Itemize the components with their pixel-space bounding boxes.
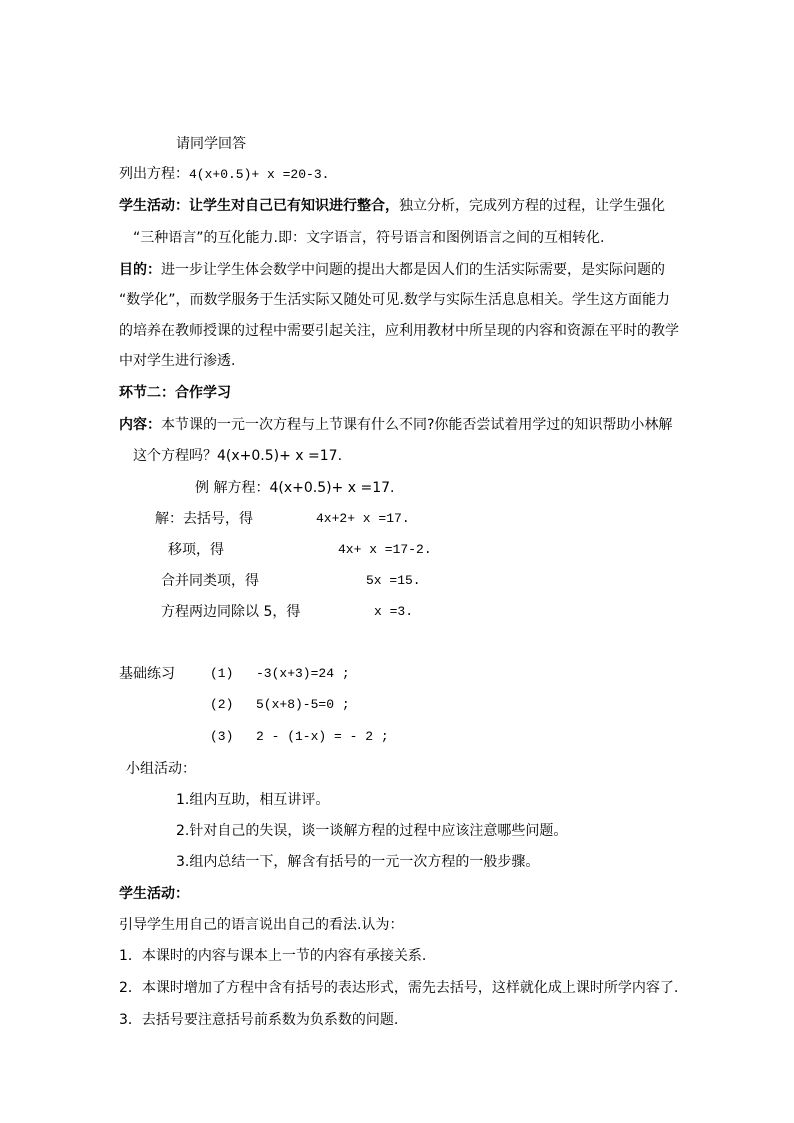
section2-title: 环节二：合作学习 (119, 385, 231, 401)
purpose-line-1 (119, 260, 665, 280)
student-activity-1-bold: 让学生对自己已有知识进行整合， (189, 198, 399, 214)
student-activity-1-text: 独立分析，完成列方程的过程，让学生强化 (399, 198, 665, 214)
basic-practice-label: 基础练习 (119, 666, 175, 682)
purpose-line-4: 中对学生进行渗透. (119, 353, 236, 369)
example-step-2-label: 移项，得 (168, 542, 224, 558)
student-activity-2-point-1: 1．本课时的内容与课本上一节的内容有承接关系. (119, 948, 427, 964)
intro-prompt: 请同学回答 (176, 136, 246, 152)
student-activity-1-text2: “三种语言”的互化能力.即：文字语言，符号语言和图例语言之间的互相转化. (133, 230, 605, 246)
purpose-label: 目的： (119, 262, 161, 278)
group-activity-item-1: 1.组内互助，相互讲评。 (176, 792, 330, 808)
student-activity-1-line (119, 196, 665, 216)
student-activity-2-point-2: 2．本课时增加了方程中含有括号的表达形式，需先去括号，这样就化成上课时所学内容了. (119, 980, 679, 996)
example-step-3-formula: 5x =15. (366, 573, 421, 588)
practice-1-num: (1) (210, 666, 234, 681)
student-activity-1-label: 学生活动： (119, 198, 189, 214)
example-step-1-label: 解：去括号，得 (155, 511, 253, 527)
example-step-1-formula: 4x+2+ x =17. (316, 511, 410, 526)
purpose-line-2: “数学化”，而数学服务于生活实际又随处可见.数学与实际生活息息相关。学生这方面能力 (119, 292, 670, 308)
example-step-2-formula: 4x+ x =17-2. (338, 542, 432, 557)
example-step-3-label: 合并同类项，得 (161, 573, 259, 589)
example-heading: 例 解方程：4(x+0.5)+ x =17. (195, 480, 395, 496)
student-activity-2-intro: 引导学生用自己的语言说出自己的看法.认为： (119, 917, 404, 933)
group-activity-item-3: 3.组内总结一下，解含有括号的一元一次方程的一般步骤。 (176, 854, 540, 870)
group-activity-item-2: 2.针对自己的失误，谈一谈解方程的过程中应该注意哪些问题。 (176, 823, 568, 839)
content-line-1 (119, 415, 672, 435)
example-step-4-formula: x =3. (374, 604, 414, 619)
equation-label: 列出方程： (119, 166, 189, 182)
student-activity-2-point-3: 3．去括号要注意括号前系数为负系数的问题. (119, 1012, 399, 1028)
practice-2-formula: 5(x+8)-5=0 ; (256, 697, 350, 712)
practice-1-formula: -3(x+3)=24 ; (256, 666, 350, 681)
purpose-text-1: 进一步让学生体会数学中问题的提出大都是因人们的生活实际需要，是实际问题的 (161, 262, 665, 278)
content-line-2: 这个方程吗？4(x+0.5)+ x =17. (133, 448, 343, 464)
equation-formula: 4(x+0.5)+ x =20-3. (189, 167, 330, 182)
equation-line (119, 164, 329, 185)
student-activity-2-label: 学生活动： (119, 886, 189, 902)
content-text-1: 本节课的一元一次方程与上节课有什么不同?你能否尝试着用学过的知识帮助小林解 (161, 417, 673, 433)
content-label: 内容： (119, 417, 161, 433)
purpose-line-3: 的培养在教师授课的过程中需要引起关注，应利用教材中所呈现的内容和资源在平时的教学 (119, 323, 679, 339)
practice-2-num: (2) (210, 697, 234, 712)
example-step-4-label: 方程两边同除以 5，得 (161, 604, 301, 620)
practice-3-formula: 2 - (1-x) = - 2 ; (256, 729, 389, 744)
practice-3-num: (3) (210, 729, 234, 744)
group-activity-label: 小组活动： (126, 761, 196, 777)
